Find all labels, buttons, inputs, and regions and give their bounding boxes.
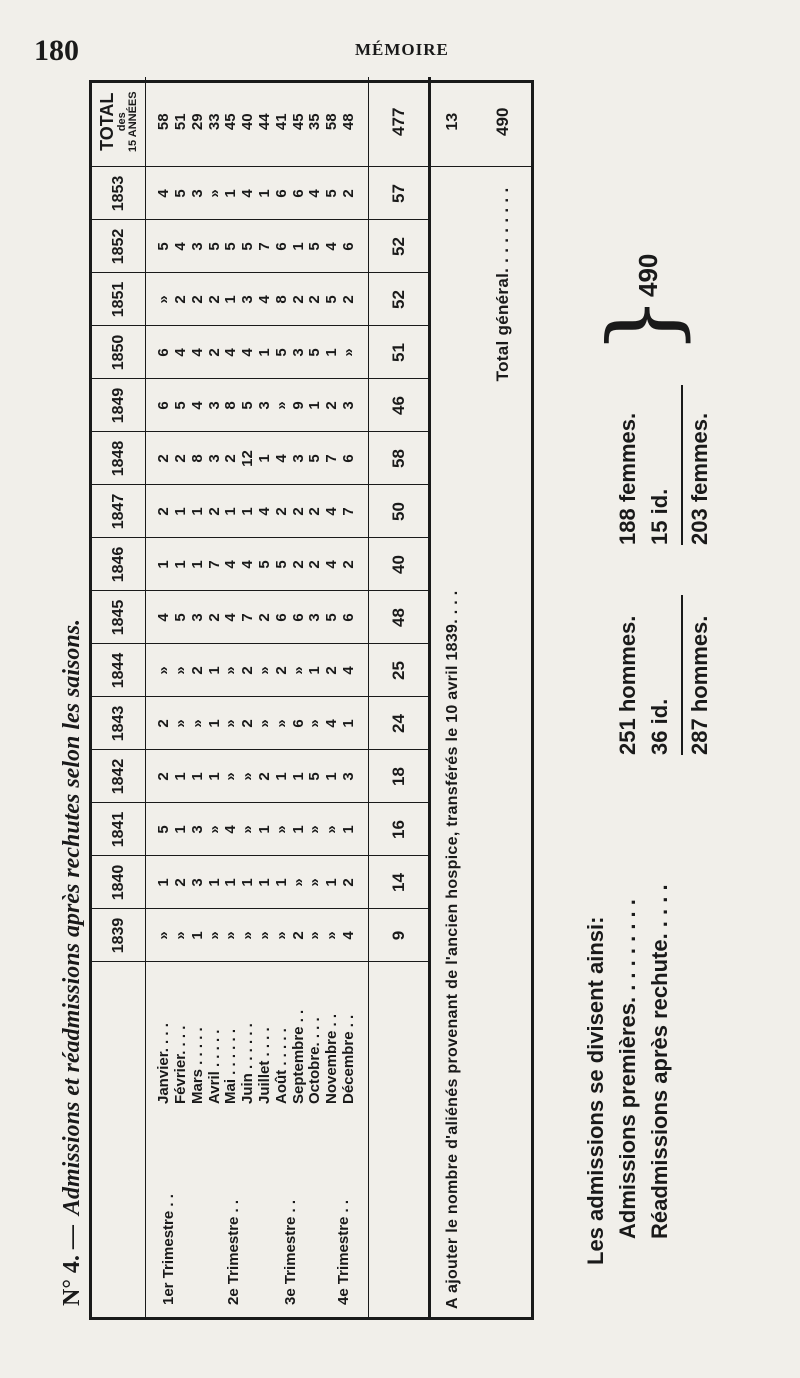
year-monthly-values (146, 326, 368, 379)
table-cell: 4 (323, 507, 341, 516)
table-cell: 1 (339, 825, 357, 834)
table-cell: 2 (155, 772, 173, 781)
table-cell: 1 (188, 507, 206, 516)
table-cell: » (239, 825, 257, 834)
header-total-des: des (115, 112, 128, 132)
total-cell: 35 (306, 113, 324, 131)
table-cell: 2 (205, 348, 223, 357)
total-cell: 44 (256, 113, 273, 131)
table-cell: 2 (289, 931, 307, 940)
table-cell: » (256, 931, 273, 940)
table-cell: 5 (323, 295, 341, 304)
table-cell: 4 (222, 613, 240, 622)
summary-brace: } (589, 295, 698, 355)
table-cell: 2 (155, 719, 173, 728)
table-cell: 3 (339, 772, 357, 781)
table-cell: 1 (256, 348, 273, 357)
subtotal-cell: 48 (368, 591, 430, 644)
summary-women-readmit: 15 id. (647, 488, 672, 545)
table-cell: 2 (339, 295, 357, 304)
table-cell: 1 (239, 878, 257, 887)
page-number: 180 (34, 34, 79, 67)
table-cell: » (155, 295, 173, 304)
table-cell: 1 (188, 560, 206, 569)
table-cell: 3 (205, 401, 223, 410)
table-cell: 4 (222, 825, 240, 834)
table-cell: 3 (188, 878, 206, 887)
table-cell: 5 (306, 348, 324, 357)
total-cell: 58 (155, 113, 173, 131)
table-cell: 1 (172, 825, 190, 834)
table-cell: 4 (222, 560, 240, 569)
table-cell: 2 (339, 560, 357, 569)
quarter-1: 1er Trimestre . . (160, 1194, 178, 1305)
table-cell: 2 (239, 666, 257, 675)
table-cell: 6 (272, 189, 290, 198)
table-cell: 1 (323, 878, 341, 887)
table-cell: » (155, 666, 173, 675)
table-cell: 6 (289, 613, 307, 622)
table-cell: 4 (323, 560, 341, 569)
year-monthly-values (146, 856, 368, 909)
year-monthly-values (146, 803, 368, 856)
month-name: Janvier. . . . (155, 1023, 173, 1104)
table-cell: 1 (205, 666, 223, 675)
subtotal-cell: 18 (368, 750, 430, 803)
year-header: 1841 (92, 803, 146, 856)
table-cell: » (155, 931, 173, 940)
table-cell: 1 (155, 878, 173, 887)
table-cell: » (323, 825, 341, 834)
table-cell: 1 (323, 772, 341, 781)
table-cell: 2 (306, 295, 324, 304)
subtotal-cell: 24 (368, 697, 430, 750)
table-cell: 6 (289, 719, 307, 728)
table-cell: 1 (256, 878, 273, 887)
table-caption-number: N° 4. — (58, 1225, 85, 1306)
extra-row (430, 77, 475, 1317)
table-cell: 3 (306, 613, 324, 622)
grand-total-label: Total général. . . . . . . . . (493, 187, 513, 382)
summary-first-label: Admissions premières. . . . . . . . . (615, 899, 640, 1239)
table-cell: 5 (323, 613, 341, 622)
year-monthly-values (146, 432, 368, 485)
women-sum-rule (681, 385, 683, 545)
month-name: Octobre. . . . (306, 1017, 324, 1104)
table-cell: 5 (306, 454, 324, 463)
table-cell: » (222, 666, 240, 675)
table-cell: 5 (222, 242, 240, 251)
table-cell: 2 (172, 454, 190, 463)
year-header: 1846 (92, 538, 146, 591)
table-cell: » (239, 772, 257, 781)
subtotal-cell: 46 (368, 379, 430, 432)
table-cell: 1 (222, 295, 240, 304)
table-cell: 6 (155, 348, 173, 357)
table-cell: » (339, 348, 357, 357)
summary-men-first: 251 hommes. (615, 615, 640, 755)
month-name: Décembre . . (339, 1014, 357, 1104)
table-cell: 1 (188, 931, 206, 940)
table-cell: » (172, 931, 190, 940)
table-cell: 6 (155, 401, 173, 410)
table-cell: 3 (188, 242, 206, 251)
table-cell: 1 (272, 772, 290, 781)
year-header: 1850 (92, 326, 146, 379)
table-cell: 5 (239, 401, 257, 410)
table-cell: 4 (306, 189, 324, 198)
summary-men-readmit: 36 id. (647, 698, 672, 755)
extra-note: A ajouter le nombre d'aliénés provenant de l'ancien hospice, transférés le 10 avril 1839. . . . (443, 590, 461, 1309)
year-monthly-values (146, 220, 368, 273)
subtotal-cell: 14 (368, 856, 430, 909)
month-name: Juillet . . . . (256, 1027, 273, 1104)
table-cell: 1 (339, 719, 357, 728)
year-header: 1849 (92, 379, 146, 432)
extra-value: 13 (430, 77, 475, 167)
table-cell: 1 (256, 189, 273, 198)
table-cell: 2 (289, 295, 307, 304)
subtotal-cell: 16 (368, 803, 430, 856)
year-header: 1840 (92, 856, 146, 909)
table-cell: » (306, 878, 324, 887)
subtotal-label (368, 962, 430, 1317)
table-cell: 1 (205, 719, 223, 728)
year-monthly-values (146, 697, 368, 750)
table-cell: 2 (306, 507, 324, 516)
table-cell: 2 (205, 507, 223, 516)
table-cell: 2 (172, 295, 190, 304)
quarter-3: 3e Trimestre . . (282, 1199, 299, 1305)
table-cell: » (172, 719, 190, 728)
quarter-2: 2e Trimestre . . (225, 1199, 243, 1305)
table-cell: 6 (339, 242, 357, 251)
month-name: Mars . . . . . (188, 1027, 206, 1104)
subtotal-cell: 52 (368, 220, 430, 273)
month-name: Avril . . . . . (205, 1029, 223, 1104)
table-cell: 4 (155, 613, 173, 622)
table-cell: 5 (205, 242, 223, 251)
table-cell: » (205, 931, 223, 940)
subtotal-cell: 57 (368, 167, 430, 220)
table-cell: 1 (289, 242, 307, 251)
total-cell: 40 (239, 113, 257, 131)
year-monthly-values (146, 485, 368, 538)
table-cell: 5 (256, 560, 273, 569)
total-cell: 45 (222, 113, 240, 131)
table-cell: » (222, 772, 240, 781)
table-cell: 1 (222, 878, 240, 887)
table-cell: 1 (188, 772, 206, 781)
table-cell: 3 (188, 613, 206, 622)
table-cell: 4 (188, 348, 206, 357)
table-cell: 4 (323, 719, 341, 728)
table-cell: 2 (155, 507, 173, 516)
table-cell: 3 (239, 295, 257, 304)
subtotal-cell: 40 (368, 538, 430, 591)
table-cell: » (256, 719, 273, 728)
grand-total-value: 490 (474, 77, 531, 167)
total-cell: 58 (323, 113, 341, 131)
grand-total-row (474, 77, 531, 1317)
table-cell: 4 (188, 401, 206, 410)
quarter-labels (146, 1110, 367, 1317)
table-cell: » (272, 931, 290, 940)
table-cell: 5 (272, 348, 290, 357)
table-cell: 5 (306, 242, 324, 251)
table-cell: » (256, 666, 273, 675)
year-monthly-values (146, 591, 368, 644)
table-cell: 2 (256, 772, 273, 781)
table-cell: » (272, 719, 290, 728)
table-cell: 1 (306, 666, 324, 675)
table-cell: 4 (155, 189, 173, 198)
table-cell: » (188, 719, 206, 728)
table-cell: 3 (256, 401, 273, 410)
running-head: MÉMOIRE (355, 40, 449, 59)
table-cell: 5 (172, 613, 190, 622)
month-name: Juin . . . . . . (239, 1023, 257, 1104)
table-cell: 3 (289, 348, 307, 357)
total-cell: 29 (188, 113, 206, 131)
table-cell: » (239, 931, 257, 940)
table-cell: 1 (289, 825, 307, 834)
table-cell: 1 (205, 772, 223, 781)
total-cell: 51 (172, 113, 190, 131)
header-blank (92, 962, 146, 1317)
table-caption-text: Admissions et réadmissions après rechutes selon les saisons. (58, 618, 85, 1216)
table-cell: » (306, 719, 324, 728)
table-cell: » (205, 189, 223, 198)
table-cell: » (222, 719, 240, 728)
table-cell: 2 (256, 613, 273, 622)
table-cell: 5 (155, 825, 173, 834)
year-monthly-values (146, 644, 368, 697)
table-cell: » (205, 825, 223, 834)
year-header: 1852 (92, 220, 146, 273)
table-cell: 5 (172, 401, 190, 410)
total-monthly-values (146, 77, 368, 167)
table-cell: » (323, 931, 341, 940)
table-cell: 5 (272, 560, 290, 569)
table-cell: 7 (339, 507, 357, 516)
month-labels-cell (146, 962, 368, 1317)
table-cell: 8 (188, 454, 206, 463)
table-cell: 2 (306, 560, 324, 569)
table-cell: 1 (256, 454, 273, 463)
table-cell: 6 (339, 454, 357, 463)
table-cell: 2 (339, 878, 357, 887)
header-total-years: 15 ANNÉES (127, 91, 140, 153)
table-cell: 4 (256, 507, 273, 516)
table-cell: 2 (323, 401, 341, 410)
table-cell: » (272, 825, 290, 834)
table-cell: 1 (306, 401, 324, 410)
table-cell: 4 (172, 348, 190, 357)
table-cell: 7 (239, 613, 257, 622)
month-name: Août . . . . . (272, 1028, 290, 1104)
table-cell: 4 (222, 348, 240, 357)
table-cell: » (272, 401, 290, 410)
quarter-4: 4e Trimestre . . (334, 1199, 352, 1305)
table-cell: 1 (272, 878, 290, 887)
table-cell: 2 (155, 454, 173, 463)
table-cell: 2 (239, 719, 257, 728)
table-cell: » (306, 825, 324, 834)
year-monthly-values (146, 750, 368, 803)
table-cell: 6 (289, 189, 307, 198)
table-cell: 3 (339, 401, 357, 410)
table-cell: 1 (323, 348, 341, 357)
summary-women-total: 203 femmes. (687, 412, 712, 545)
month-name: Mai . . . . . . (222, 1028, 240, 1104)
table-cell: 5 (172, 189, 190, 198)
year-header: 1839 (92, 909, 146, 962)
table-cell: 1 (172, 772, 190, 781)
table-cell: 2 (172, 878, 190, 887)
table-cell: 4 (339, 931, 357, 940)
summary-grand-total: 490 (633, 253, 663, 297)
table-cell: 1 (256, 825, 273, 834)
table-cell: 4 (272, 454, 290, 463)
table-cell: 4 (239, 560, 257, 569)
year-header: 1842 (92, 750, 146, 803)
year-header: 1848 (92, 432, 146, 485)
table-cell: 8 (222, 401, 240, 410)
table-cell: 1 (172, 560, 190, 569)
admissions-summary (575, 85, 775, 1265)
table-cell: » (172, 666, 190, 675)
table-cell: 2 (323, 666, 341, 675)
table-cell: 7 (205, 560, 223, 569)
year-header: 1844 (92, 644, 146, 697)
table-cell: » (306, 931, 324, 940)
table-cell: 4 (323, 242, 341, 251)
table-cell: 6 (272, 613, 290, 622)
table-cell: 12 (239, 450, 257, 467)
table-cell: 2 (339, 189, 357, 198)
table-cell: 1 (222, 507, 240, 516)
table-cell: 2 (289, 507, 307, 516)
table-cell: 2 (289, 560, 307, 569)
total-cell: 45 (289, 113, 307, 131)
table-cell: » (289, 878, 307, 887)
subtotal-cell: 9 (368, 909, 430, 962)
month-name: Septembre . . (289, 1009, 307, 1104)
table-cell: 1 (205, 878, 223, 887)
year-header: 1843 (92, 697, 146, 750)
subtotal-cell: 58 (368, 432, 430, 485)
table-cell: 2 (222, 454, 240, 463)
table-cell: 3 (205, 454, 223, 463)
year-monthly-values (146, 379, 368, 432)
table-cell: 3 (188, 189, 206, 198)
header-total (92, 77, 146, 167)
table-cell: 5 (323, 189, 341, 198)
year-monthly-values (146, 538, 368, 591)
table-header-row (92, 77, 146, 1317)
table-cell: 2 (272, 507, 290, 516)
subtotal-cell: 477 (368, 77, 430, 167)
table-cell: 1 (172, 507, 190, 516)
admissions-table (89, 80, 534, 1320)
table-cell: 6 (339, 613, 357, 622)
table-cell: 7 (256, 242, 273, 251)
summary-women-first: 188 femmes. (615, 412, 640, 545)
table-cell: 3 (289, 454, 307, 463)
table-cell: 6 (272, 242, 290, 251)
table-cell: 3 (188, 825, 206, 834)
table-cell: 1 (239, 507, 257, 516)
table-cell: 5 (239, 242, 257, 251)
table-cell: 4 (172, 242, 190, 251)
rotated-table-block (55, 80, 780, 1320)
table-cell: 2 (272, 666, 290, 675)
total-cell: 48 (339, 113, 357, 131)
table-cell: 2 (205, 295, 223, 304)
table-cell: 1 (289, 772, 307, 781)
subtotal-cell: 25 (368, 644, 430, 697)
subtotal-row (368, 77, 430, 1317)
table-cell: 8 (272, 295, 290, 304)
summary-men-total: 287 hommes. (687, 615, 712, 755)
year-header: 1853 (92, 167, 146, 220)
table-cell: 4 (256, 295, 273, 304)
summary-readmit-label: Réadmissions après rechute. . . . . (647, 884, 672, 1239)
header-total-label: TOTAL (96, 92, 117, 151)
year-monthly-values (146, 273, 368, 326)
table-cell: 5 (155, 242, 173, 251)
table-cell: 4 (239, 348, 257, 357)
table-cell: 2 (205, 613, 223, 622)
year-header: 1847 (92, 485, 146, 538)
table-cell: » (289, 666, 307, 675)
table-cell: 5 (306, 772, 324, 781)
total-cell: 33 (205, 113, 223, 131)
subtotal-cell: 51 (368, 326, 430, 379)
table-cell: 2 (188, 295, 206, 304)
subtotal-cell: 52 (368, 273, 430, 326)
total-cell: 41 (272, 113, 290, 131)
year-monthly-values (146, 167, 368, 220)
month-names (146, 1010, 367, 1110)
table-caption (55, 80, 89, 1320)
year-header: 1851 (92, 273, 146, 326)
table-cell: 9 (289, 401, 307, 410)
table-cell: 2 (188, 666, 206, 675)
month-name: Février. . . . (172, 1025, 190, 1104)
monthly-values-row (146, 77, 368, 1317)
table-cell: 7 (323, 454, 341, 463)
table-cell: 1 (222, 189, 240, 198)
year-monthly-values (146, 909, 368, 962)
subtotal-cell: 50 (368, 485, 430, 538)
year-header: 1845 (92, 591, 146, 644)
summary-intro: Les admissions se divisent ainsi: (583, 916, 608, 1265)
table-cell: » (222, 931, 240, 940)
men-sum-rule (681, 595, 683, 755)
month-name: Novembre . . (323, 1013, 341, 1104)
table-cell: 4 (239, 189, 257, 198)
table-cell: 1 (155, 560, 173, 569)
table-cell: 4 (339, 666, 357, 675)
